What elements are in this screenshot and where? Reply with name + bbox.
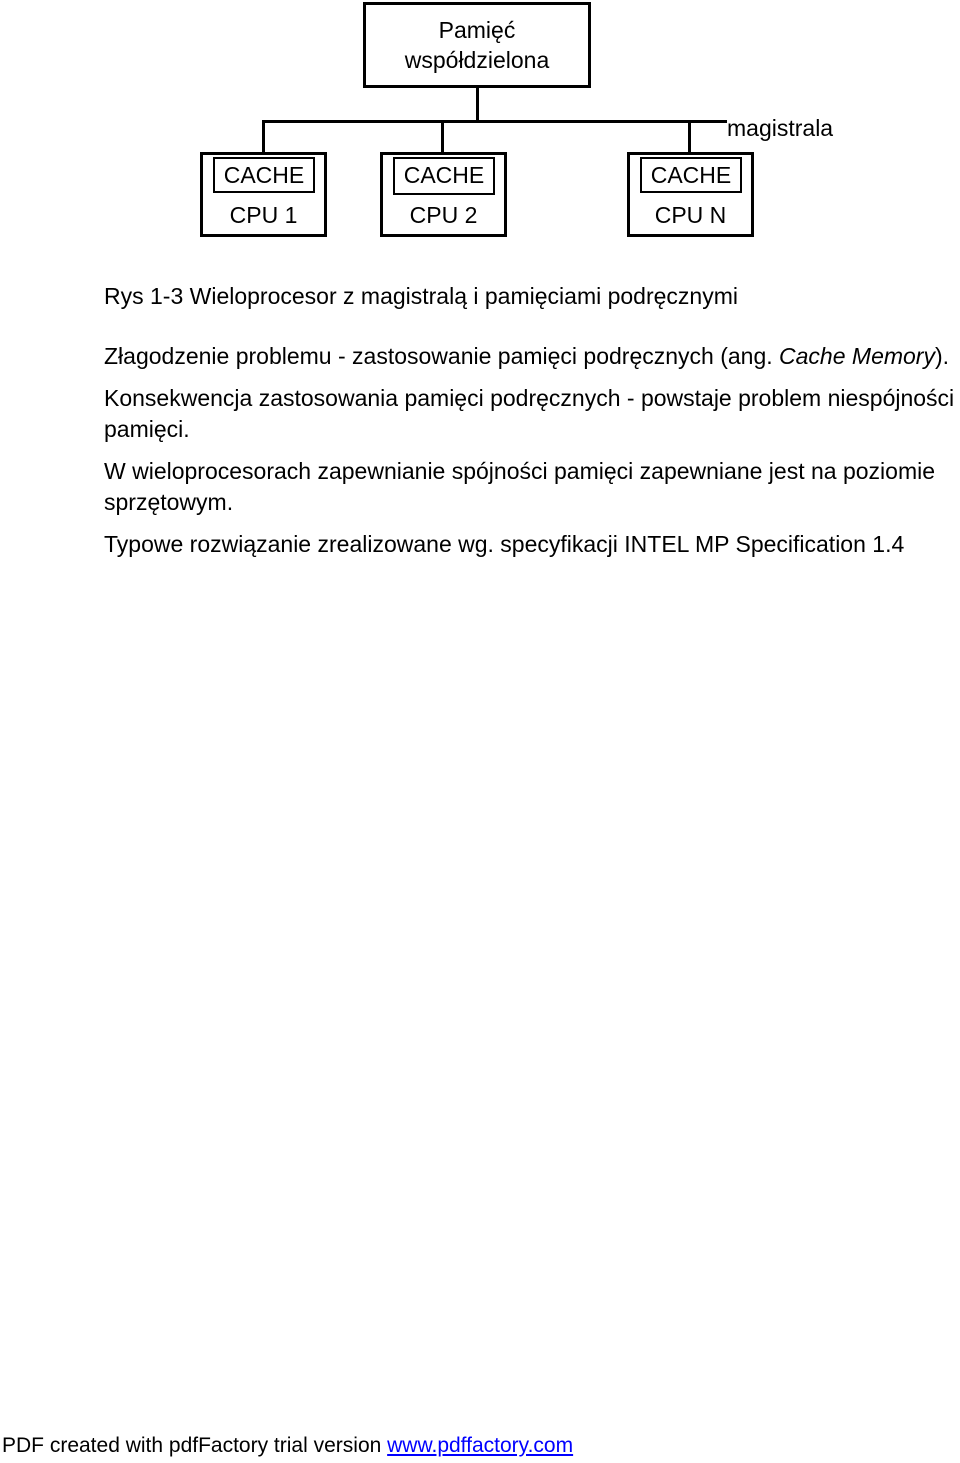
memory-bus-connector (476, 88, 479, 122)
paragraph-1-text: Złagodzenie problemu - zastosowanie pamięci podręcznych (ang. (104, 343, 780, 369)
cpu-2-cache: CACHE (393, 157, 495, 195)
paragraph-1-italic: Cache Memory (779, 343, 935, 369)
bus-line (262, 120, 727, 123)
cpu-n-box (627, 152, 754, 237)
body-text (104, 341, 960, 560)
footer-text: PDF created with pdfFactory trial version (2, 1434, 388, 1457)
cpu-2-box (380, 152, 507, 237)
bus-label: magistrala (727, 115, 834, 141)
memory-label-line1: Pamięć (438, 17, 516, 43)
footer-link[interactable]: www.pdffactory.com (387, 1434, 574, 1457)
cpu2-drop-line (441, 120, 444, 152)
paragraph-4: Typowe rozwiązanie zrealizowane wg. specyfikacji INTEL MP Specification 1.4 (104, 531, 905, 557)
architecture-diagram (0, 0, 960, 250)
cpu-n-cache: CACHE (640, 157, 742, 193)
cpu-n-label: CPU N (654, 202, 727, 228)
cpu-1-box (200, 152, 327, 237)
paragraph-1 (104, 341, 960, 372)
figure-caption: Rys 1-3 Wieloprocesor z magistralą i pamięciami podręcznymi (104, 283, 738, 309)
paragraph-1-end: ). (934, 343, 950, 369)
cpu-2-label: CPU 2 (409, 202, 478, 228)
cpu-1-cache: CACHE (213, 157, 315, 193)
cpu-1-label: CPU 1 (229, 202, 298, 228)
shared-memory-box (363, 2, 591, 88)
paragraph-2: Konsekwencja zastosowania pamięci podręcznych - powstaje problem niespójności pamięci. (104, 385, 955, 442)
memory-label-line2: współdzielona (404, 47, 550, 73)
paragraph-3: W wieloprocesorach zapewnianie spójności pamięci zapewniane jest na poziomie sprzętowym. (104, 458, 935, 515)
pdf-footer (2, 1434, 573, 1458)
cpun-drop-line (688, 120, 691, 152)
cpu1-drop-line (262, 120, 265, 152)
